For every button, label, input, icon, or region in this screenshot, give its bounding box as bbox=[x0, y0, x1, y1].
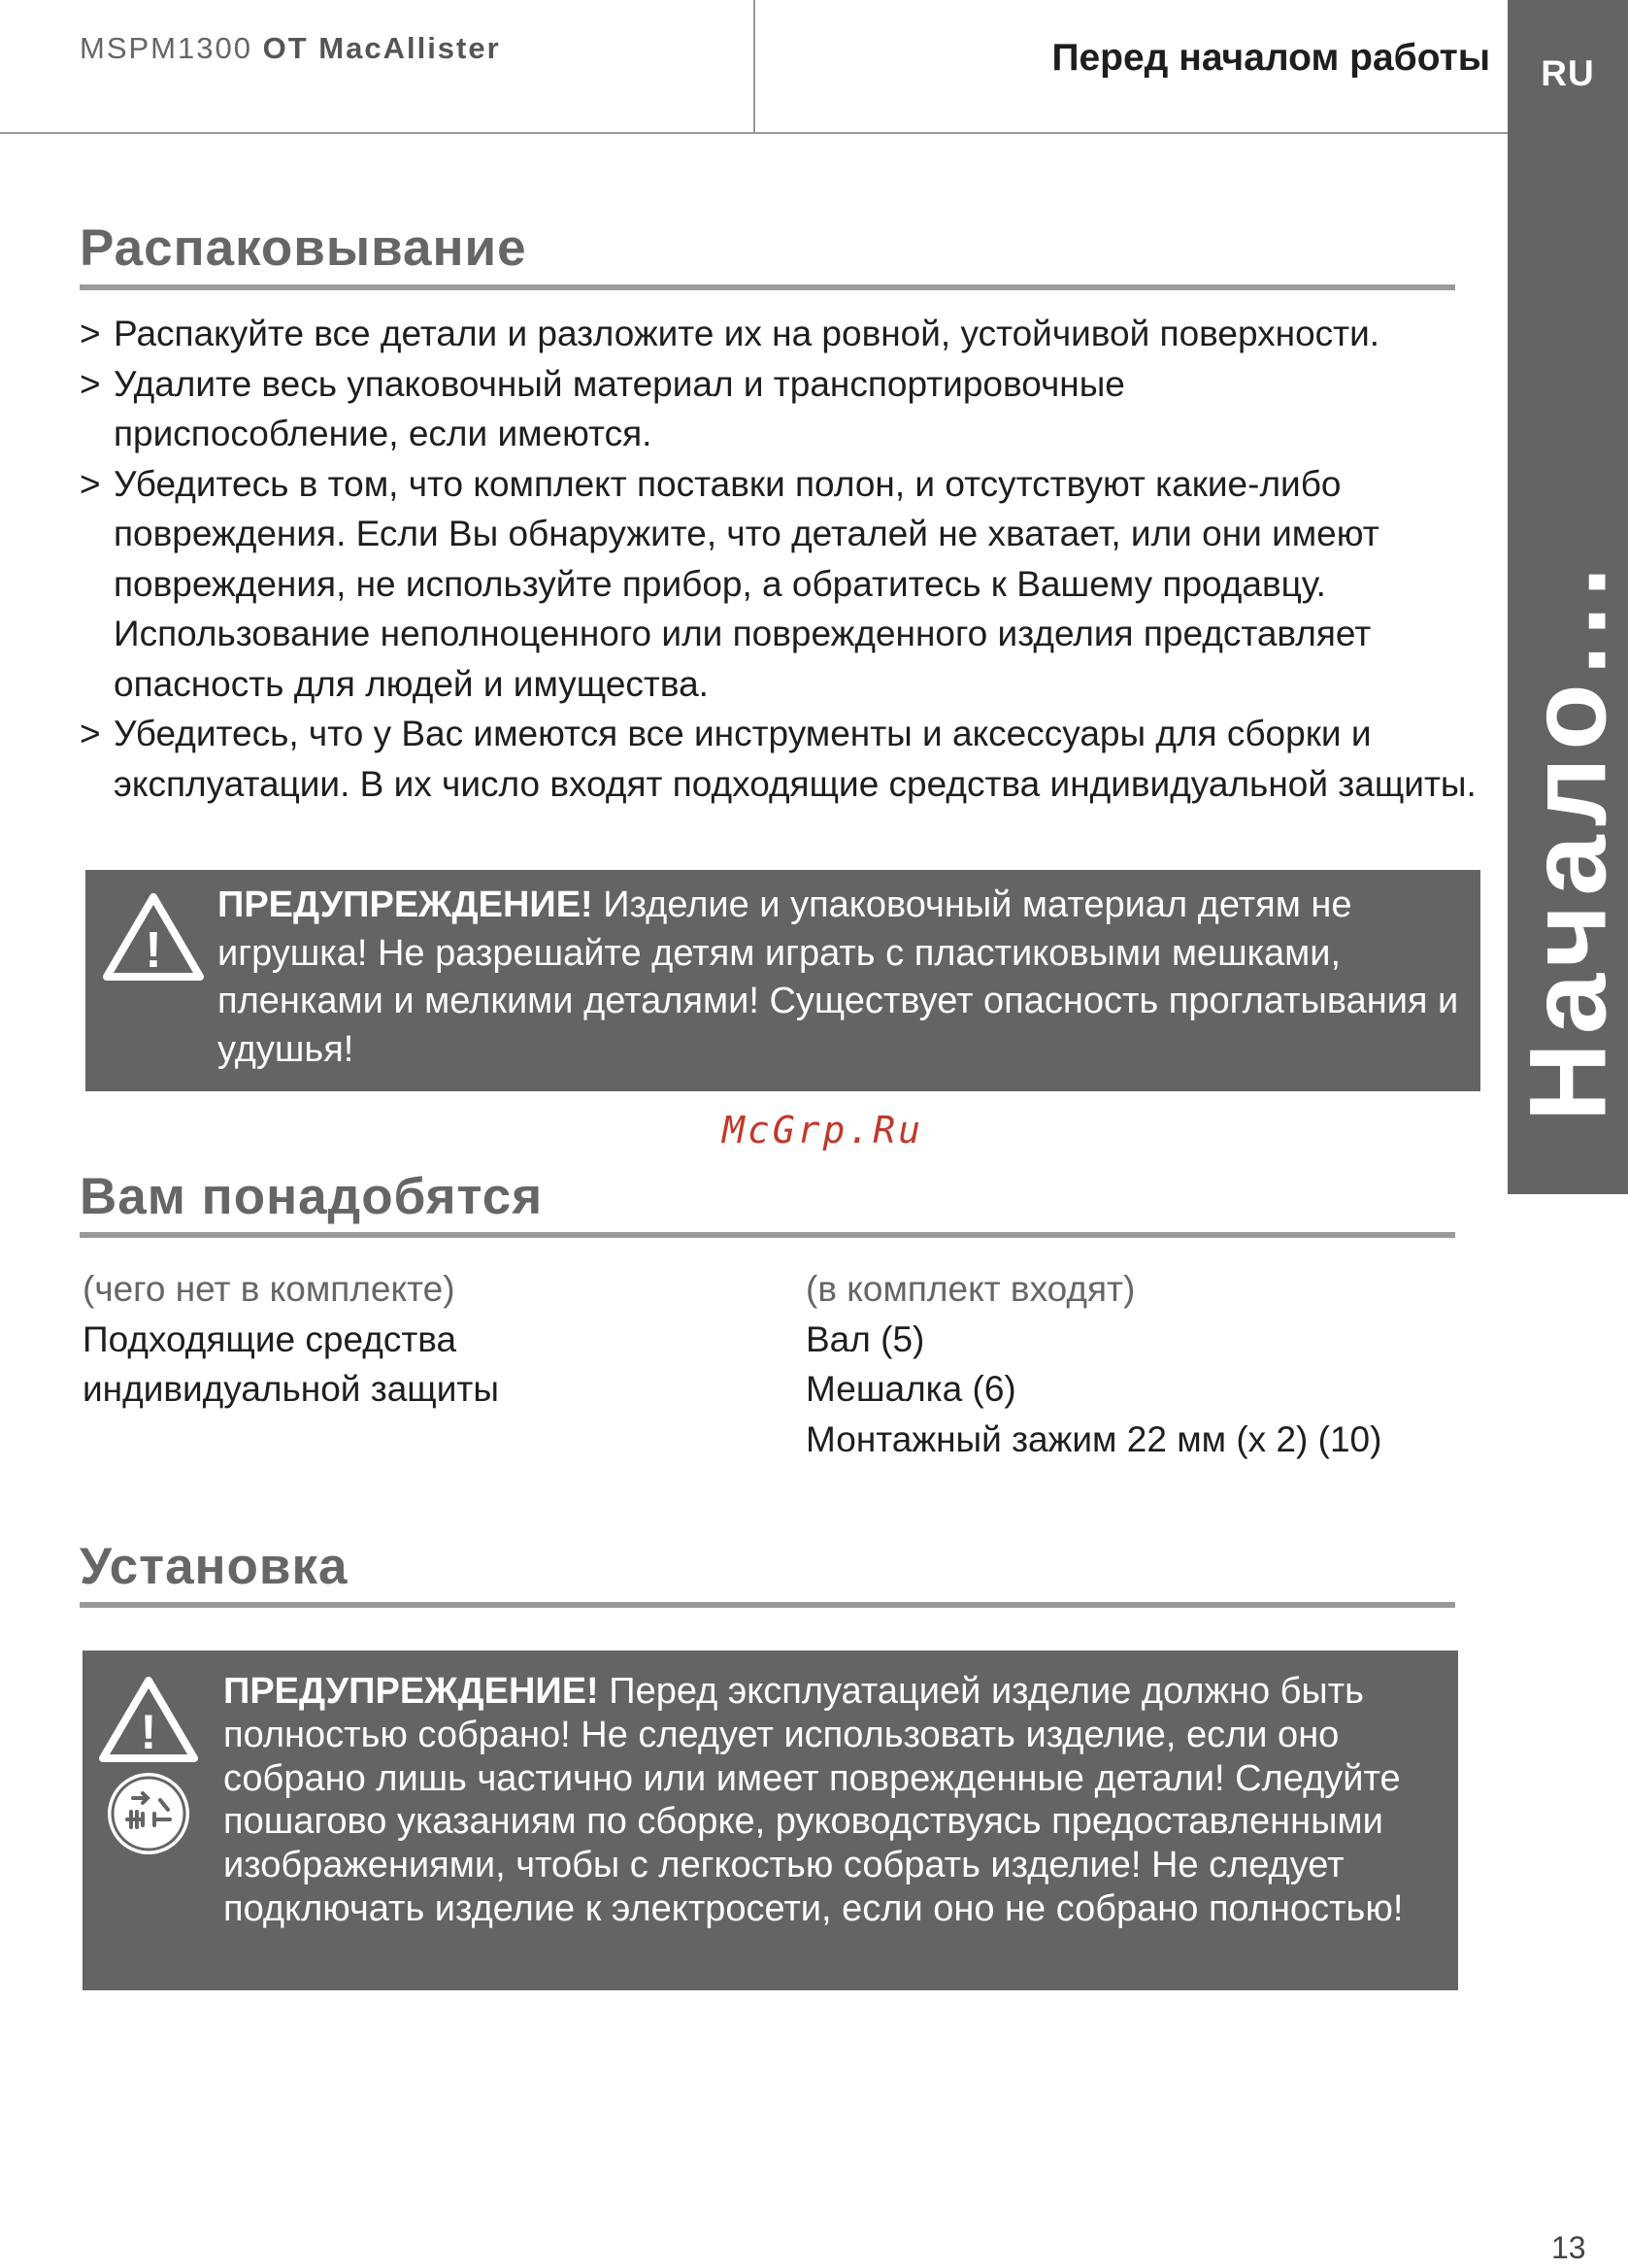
included-note: (в комплект входят) bbox=[806, 1269, 1136, 1309]
section-title: Перед началом работы bbox=[1051, 37, 1490, 79]
unplug-icon bbox=[104, 1769, 193, 1858]
brand-name: MacAllister bbox=[318, 31, 501, 65]
warning-body: Перед эксплуатацией изделие должно быть полностью собрано! Не следует использовать изделие, если оно собрано лишь частично или имеет поврежденные детали! Следуйте пошагово указаниям по сборке, руководствуясь предоставленными изображениями, чтобы с легкостью собрать изделие! Не следует подключать изделие к электросети, если оно не собрано полностью! bbox=[223, 1671, 1404, 1929]
warning-box-assembly bbox=[83, 1651, 1458, 1990]
not-included-column bbox=[83, 1264, 499, 1415]
heading-unpacking: Распаковывание bbox=[80, 219, 527, 277]
list-item: > Убедитесь в том, что комплект поставки полон, и отсутствуют какие-либо повреждения. Если Вы обнаружите, что деталей не хватает, или они имеют повреждения, не используйте прибор, а обратитесь к Вашему продавцу. Использование неполноценного или поврежденного изделия представляет опасность для людей и имущества. bbox=[80, 459, 1497, 710]
list-item: Вал (5) bbox=[806, 1318, 925, 1359]
page-number: 13 bbox=[1551, 2230, 1586, 2265]
included-column bbox=[806, 1264, 1381, 1464]
list-item: индивидуальной защиты bbox=[83, 1369, 499, 1409]
not-included-note: (чего нет в комплекте) bbox=[83, 1269, 455, 1309]
language-band bbox=[1508, 0, 1628, 1194]
warning-box-children bbox=[85, 870, 1480, 1091]
svg-text:!: ! bbox=[140, 1705, 157, 1759]
warning-triangle-icon bbox=[97, 1675, 200, 1764]
heading-rule bbox=[80, 284, 1455, 290]
warning-text bbox=[223, 1670, 1446, 1931]
language-code: RU bbox=[1541, 53, 1595, 93]
model-number: MSPM1300 bbox=[80, 31, 252, 65]
heading-rule bbox=[80, 1232, 1455, 1238]
svg-text:!: ! bbox=[145, 922, 162, 979]
brand-prefix: OT bbox=[262, 31, 309, 65]
watermark: McGrp.Ru bbox=[722, 1109, 924, 1151]
warning-triangle-icon bbox=[101, 891, 206, 983]
side-title: Начало... bbox=[1507, 557, 1628, 1122]
warning-body: Изделие и упаковочный материал детям не игрушка! Не разрешайте детям играть с пластиковыми мешками, пленками и мелкими деталями! Существует опасность проглатывания и удушья! bbox=[217, 884, 1459, 1070]
list-item: Монтажный зажим 22 мм (x 2) (10) bbox=[806, 1418, 1382, 1459]
heading-install: Установка bbox=[80, 1538, 349, 1595]
heading-rule bbox=[80, 1602, 1455, 1608]
warning-text bbox=[217, 882, 1470, 1074]
list-item: > Удалите весь упаковочный материал и транспортировочные приспособление, если имеются. bbox=[80, 359, 1240, 459]
list-item: > Распакуйте все детали и разложите их на ровной, устойчивой поверхности. bbox=[80, 309, 1497, 359]
list-item: Подходящие средства bbox=[83, 1318, 457, 1359]
list-item: Мешалка (6) bbox=[806, 1369, 1016, 1409]
unpacking-list bbox=[80, 309, 1497, 809]
heading-needed: Вам понадобятся bbox=[80, 1168, 544, 1225]
warning-label: ПРЕДУПРЕЖДЕНИЕ! bbox=[223, 1671, 599, 1712]
list-item: > Убедитесь, что у Вас имеются все инструменты и аксессуары для сборки и эксплуатации. В их число входят подходящие средства индивидуальной защиты. bbox=[80, 709, 1512, 809]
warning-label: ПРЕДУПРЕЖДЕНИЕ! bbox=[217, 884, 593, 925]
header-rule bbox=[0, 132, 1508, 134]
header-model bbox=[80, 31, 501, 66]
header-divider bbox=[753, 0, 755, 133]
